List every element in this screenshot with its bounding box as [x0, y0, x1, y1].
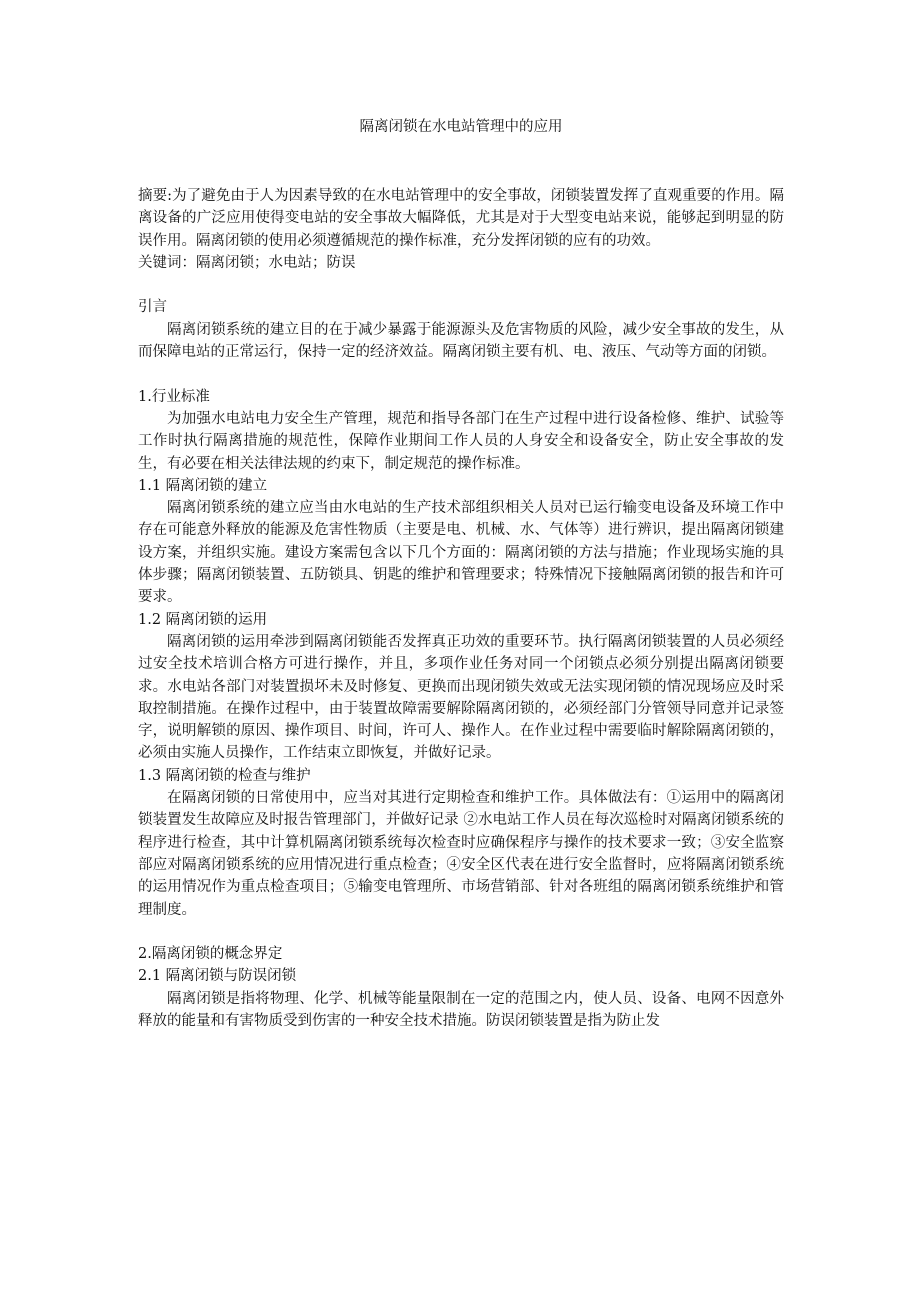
section-2-heading: 2.隔离闭锁的概念界定	[138, 946, 283, 963]
keywords-line: 关键词：隔离闭锁；水电站；防误	[138, 254, 356, 271]
document-title: 隔离闭锁在水电站管理中的应用	[359, 119, 563, 135]
section-1-heading: 1.行业标准	[138, 388, 210, 405]
intro-heading: 引言	[138, 299, 167, 316]
section-2-1-paragraph: 隔离闭锁是指将物理、化学、机械等能量限制在一定的范围之内，使人员、设备、电网不因意外释放的能量和有害物质受到伤害的一种安全技术措施。防误闭锁装置是指为防止发	[138, 990, 784, 1029]
abstract-text: 为了避免由于人为因素导致的在水电站管理中的安全事故，闭锁装置发挥了直观重要的作用。隔离设备的广泛应用使得变电站的安全事故大幅降低，尤其是对于大型变电站来说，能够起到明显的防误作用。隔离闭锁的使用必须遵循规范的操作标准，充分发挥闭锁的应有的功效。	[138, 188, 784, 249]
section-1-3-paragraph: 在隔离闭锁的日常使用中，应当对其进行定期检查和维护工作。具体做法有：①运用中的隔离闭锁装置发生故障应及时报告管理部门，并做好记录 ②水电站工作人员在每次巡检时对隔离闭锁系统的程序进行检查，其中计算机隔离闭锁系统每次检查时应确保程序与操作的技术要求一致；③安全监察部应对隔离闭锁系统的应用情况进行重点检查；④安全区代表在进行安全监督时，应将隔离闭锁系统的运用情况作为重点检查项目；⑤输变电管理所、市场营销部、针对各班组的隔离闭锁系统维护和管理制度。	[138, 790, 784, 918]
spacer	[138, 921, 784, 943]
section-1-paragraph: 为加强水电站电力安全生产管理，规范和指导各部门在生产过程中进行设备检修、维护、试验等工作时执行隔离措施的规范性，保障作业期间工作人员的人身安全和设备安全，防止安全事故的发生，有必要在相关法律法规的约束下，制定规范的操作标准。	[138, 410, 784, 472]
abstract-label: 摘要:	[138, 188, 173, 204]
section-1-2-heading: 1.2 隔离闭锁的运用	[138, 611, 268, 628]
spacer	[138, 363, 784, 385]
document-body	[138, 185, 784, 1032]
section-1-3-heading: 1.3 隔离闭锁的检查与维护	[138, 767, 311, 784]
section-1-1-paragraph: 隔离闭锁系统的建立应当由水电站的生产技术部组织相关人员对已运行输变电设备及环境工作中存在可能意外释放的能源及危害性物质（主要是电、机械、水、气体等）进行辨识，提出隔离闭锁建设方案，并组织实施。建设方案需包含以下几个方面的：隔离闭锁的方法与措施；作业现场实施的具体步骤；隔离闭锁装置、五防锁具、钥匙的维护和管理要求；特殊情况下接触隔离闭锁的报告和许可要求。	[138, 500, 784, 606]
spacer	[138, 274, 784, 296]
intro-paragraph: 隔离闭锁系统的建立目的在于减少暴露于能源源头及危害物质的风险，减少安全事故的发生，从而保障电站的正常运行，保持一定的经济效益。隔离闭锁主要有机、电、液压、气动等方面的闭锁。	[138, 321, 784, 361]
section-1-2-paragraph: 隔离闭锁的运用牵涉到隔离闭锁能否发挥真正功效的重要环节。执行隔离闭锁装置的人员必须经过安全技术培训合格方可进行操作，并且，多项作业任务对同一个闭锁点必须分别提出隔离闭锁要求。水电站各部门对装置损坏未及时修复、更换而出现闭锁失效或无法实现闭锁的情况现场应及时采取控制措施。在操作过程中，由于装置故障需要解除隔离闭锁的，必须经部门分管领导同意并记录签字，说明解锁的原因、操作项目、时间，许可人、操作人。在作业过程中需要临时解除隔离闭锁的，必须由实施人员操作，工作结束立即恢复，并做好记录。	[138, 633, 784, 762]
abstract-paragraph	[138, 185, 784, 252]
section-2-1-heading: 2.1 隔离闭锁与防误闭锁	[138, 968, 297, 985]
section-1-1-heading: 1.1 隔离闭锁的建立	[138, 477, 268, 494]
